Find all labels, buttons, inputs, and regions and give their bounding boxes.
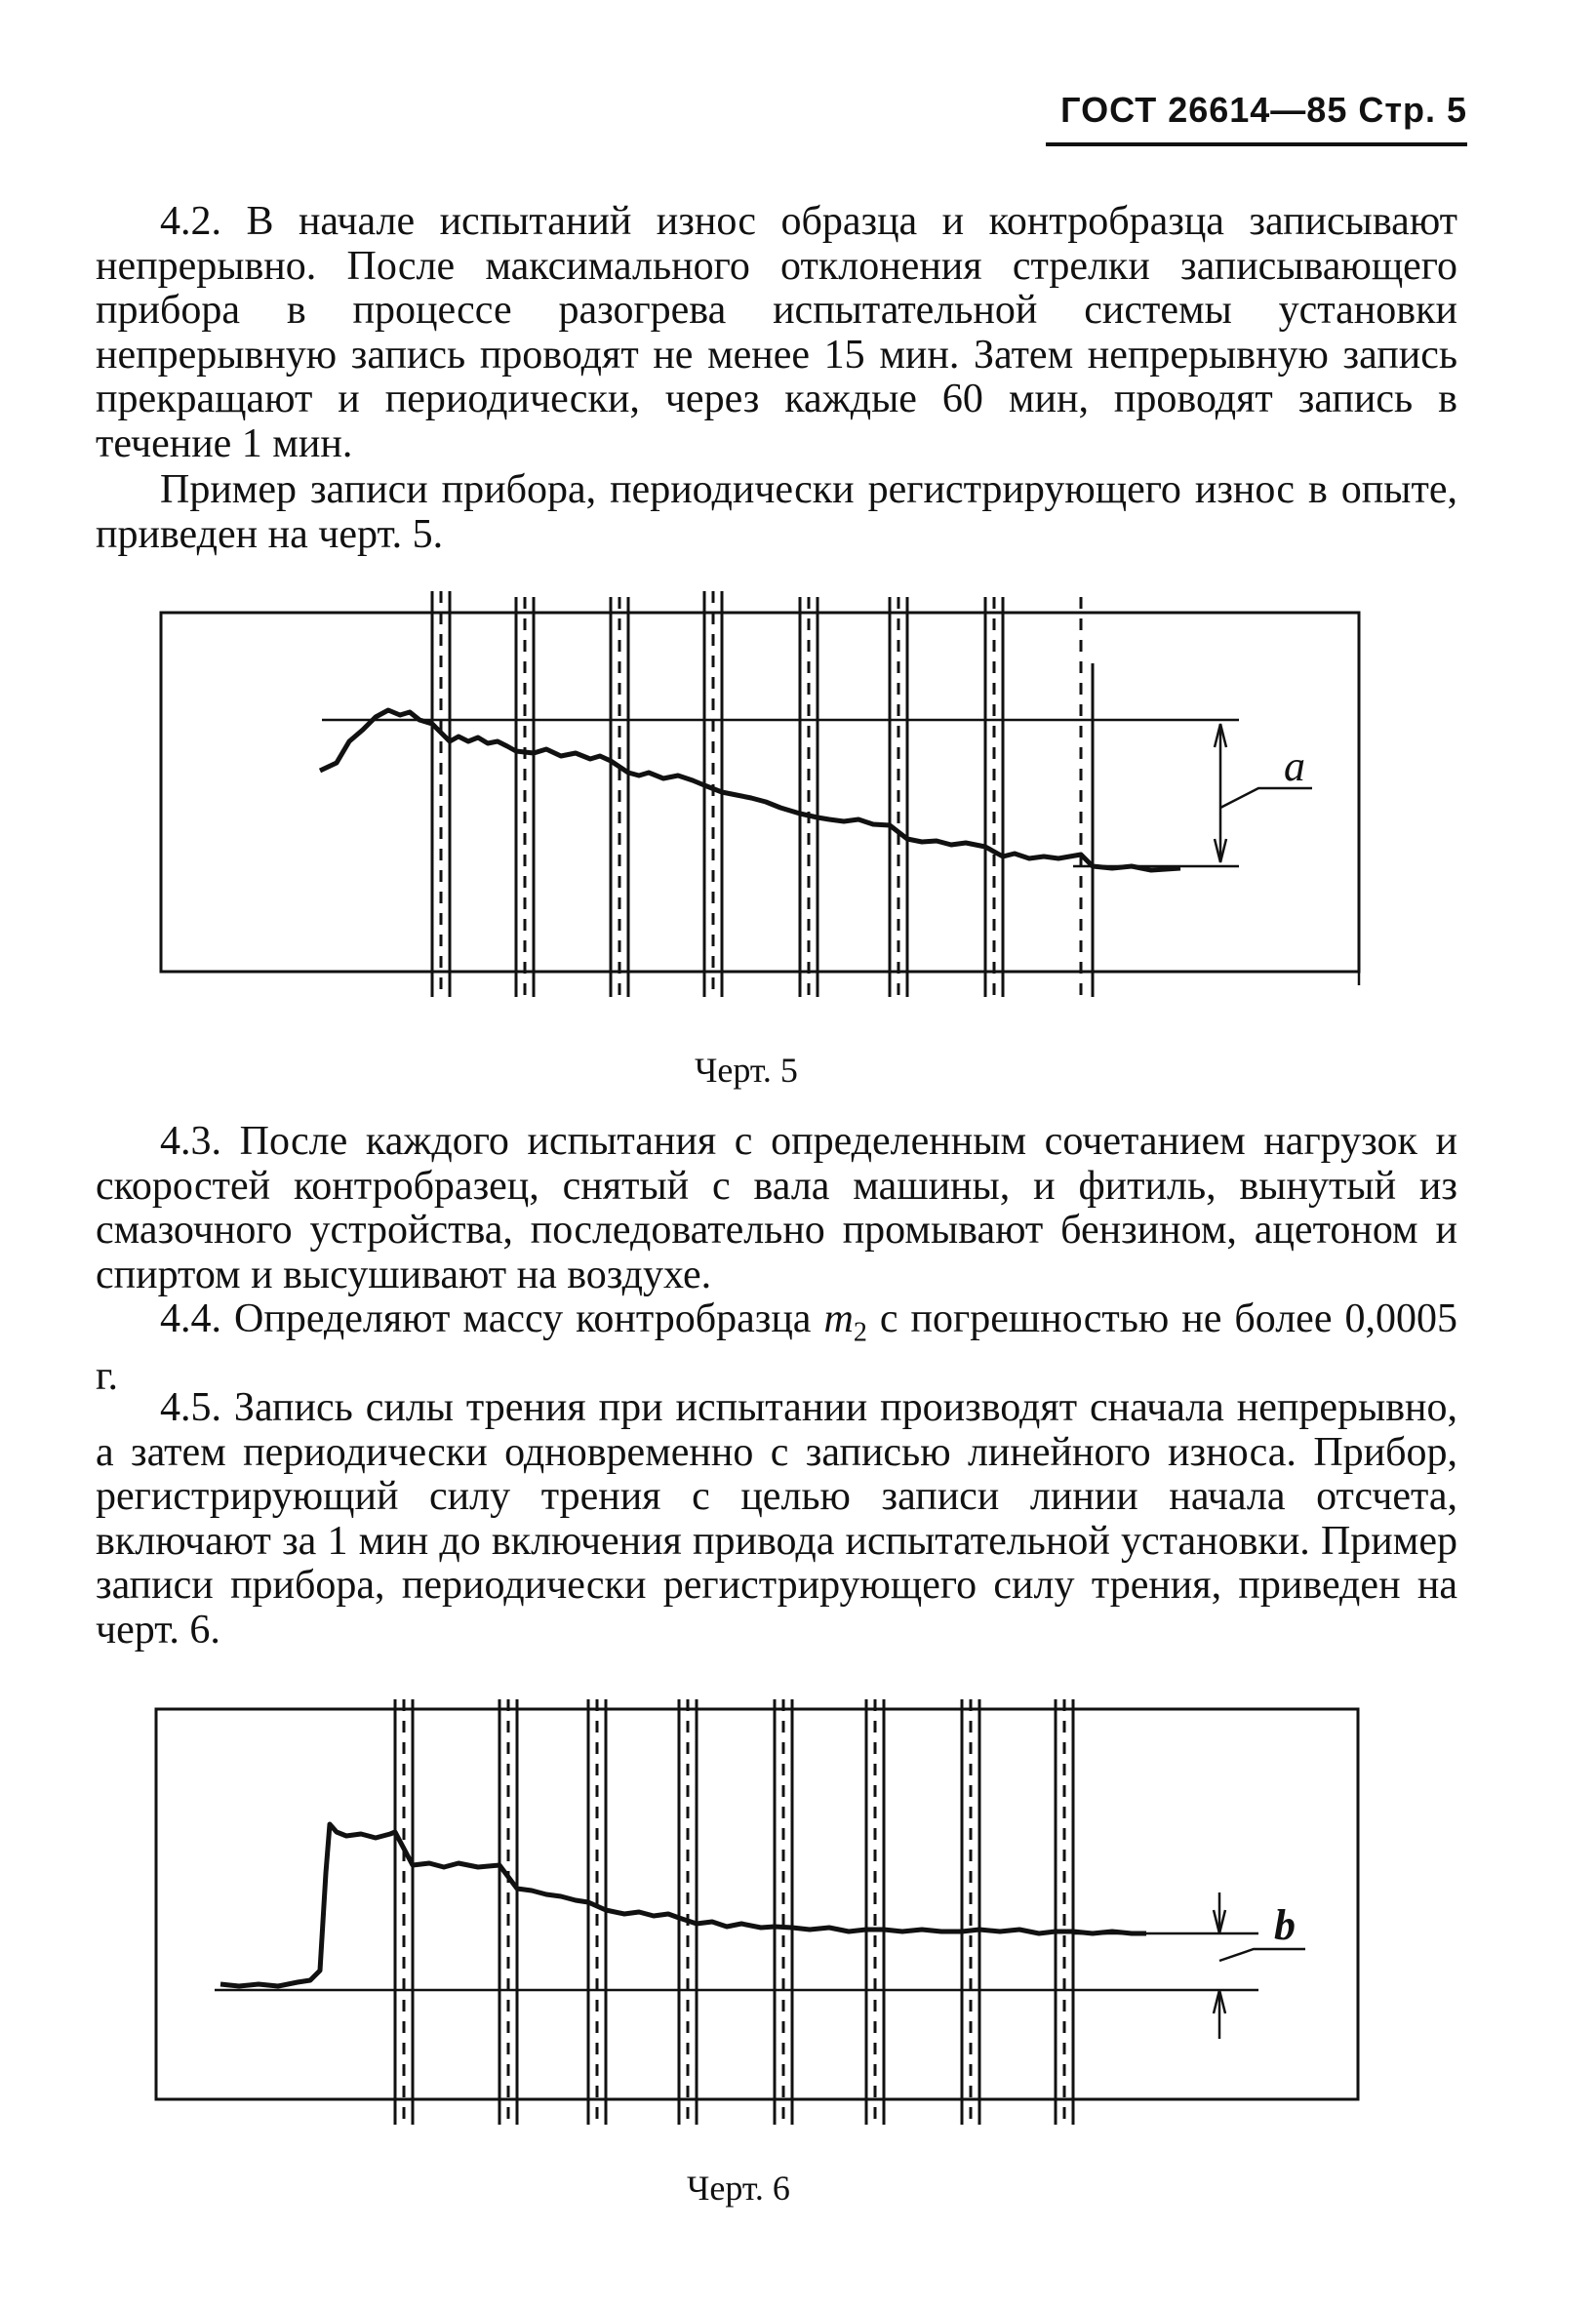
paragraph-4-5-text: 4.5. Запись силы трения при испытании производят сначала непрерывно, а затем периодически одновременно с записью линейного износа. Прибор, регистрирующий силу трения с целью записи линии начала отсчета, включают за 1 мин до включения привода испытательной установки. Пример записи прибора, периодически регистрирующего силу трения, приведен на черт. 6. [96,1385,1457,1653]
mass-symbol: m [823,1296,854,1341]
paragraph-4-2-text: 4.2. В начале испытаний износ образца и контробразца записывают непрерывно. После максимального отклонения стрелки записывающего прибора в процессе разогрева испытательной системы установки непрерывную запись проводят не менее 15 мин. Затем непрерывную запись прекращают и периодически, через каждые 60 мин, проводят запись в течение 1 мин. [96,199,1457,466]
paragraph-4-2-example-text: Пример записи прибора, периодически регистрирующего износ в опыте, приведен на черт. 5. [96,467,1457,557]
figure-6-caption: Черт. 6 [687,2169,790,2208]
paragraph-4-3 [96,1120,1457,1297]
paragraph-4-4-text-a: 4.4. Определяют массу контробразца [160,1296,824,1341]
page-header: ГОСТ 26614—85 Стр. 5 [1060,90,1467,130]
fig5-frame [161,613,1359,972]
fig6-label-b: b [1274,1901,1296,1949]
fig6-friction-trace [220,1824,1146,1986]
mass-subscript: 2 [853,1317,867,1348]
paragraph-4-3-text: 4.3. После каждого испытания с определенным сочетанием нагрузок и скоростей контробразец, снятый с вала машины, и фитиль, вынутый из смазочного устройства, последовательно промывают бензином, ацетоном и спиртом и высушивают на воздухе. [96,1119,1457,1297]
paragraph-4-4-text-b: с погрешностью не более 0,0005 г. [96,1296,1457,1399]
paragraph-4-4 [96,1297,1457,1399]
fig6-bars [395,1699,1073,2125]
fig6-frame [156,1709,1358,2099]
paragraph-4-5 [96,1386,1457,1653]
fig5-bars [432,591,1093,997]
figure-5-caption: Черт. 5 [695,1051,798,1090]
fig5-label-a: a [1284,742,1305,790]
